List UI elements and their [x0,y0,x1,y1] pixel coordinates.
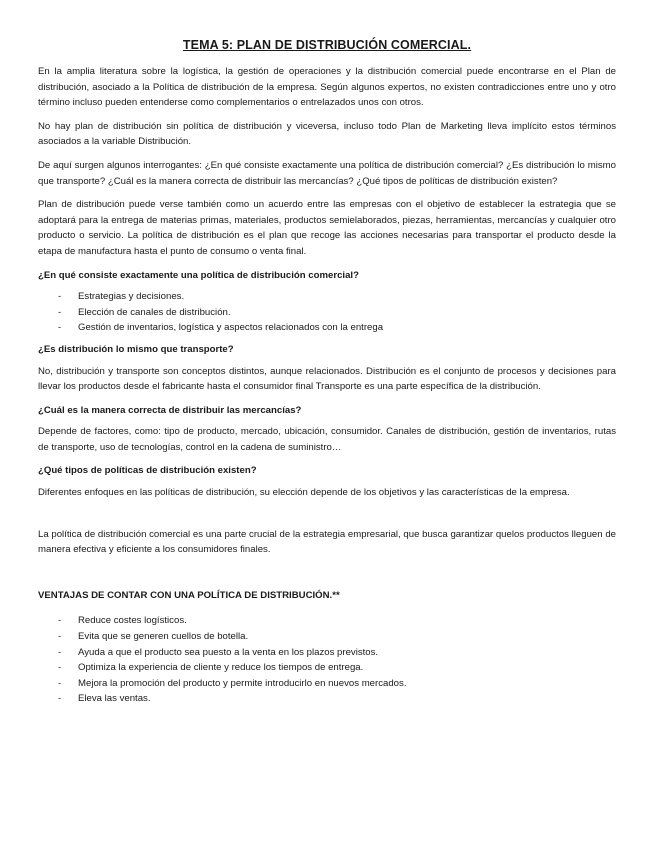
document-page [38,38,616,713]
list-item: - Mejora la promoción del producto y permite introducirlo en nuevos mercados. [58,677,407,689]
advantages-list [38,613,616,707]
question-2-answer: No, distribución y transporte son conceptos distintos, aunque relacionados. Distribución es el conjunto de procesos y decisiones para llevar los productos desde el fabricante hasta el consumidor final Transporte es una parte específica de la distribución. [38,365,616,393]
list-item: - Evita que se generen cuellos de botella. [58,631,249,643]
list-item: - Ayuda a que el producto sea puesto a la venta en los plazos previstos. [58,646,379,658]
question-3-answer: Depende de factores, como: tipo de producto, mercado, ubicación, consumidor. Canales de distribución, gestión de inventarios, rutas de transporte, uso de tecnologías, control en la cadena de suministro… [38,426,616,453]
list-item: - Eleva las ventas. [58,693,151,705]
question-2-heading: ¿Es distribución lo mismo que transporte? [38,343,234,355]
intro-paragraph-1: En la amplia literatura sobre la logística, la gestión de operaciones y la distribución comercial puede encontrarse en el Plan de distribución, asociado a la Política de distribución de la empresa. Según algunos expertos, no existen contradicciones entre uno y otro término incluso pueden entenderse como complementarios o entrelazados unos con otros. [38,66,616,109]
intro-paragraph-3: De aquí surgen algunos interrogantes: ¿En qué consiste exactamente una política de distribución comercial? ¿Es distribución lo mismo que transporte? ¿Cuál es la manera correcta de distribuir las mercancías? ¿Qué tipos de políticas de distribución existen? [38,159,616,187]
conclusion-paragraph: La política de distribución comercial es una parte crucial de la estrategia empresarial, que busca garantizar quelos productos lleguen de manera efectiva y eficiente a los consumidores finales. [38,528,616,556]
question-1-heading: ¿En qué consiste exactamente una política de distribución comercial? [38,269,359,281]
question-1-list [38,289,616,336]
list-item: - Optimiza la experiencia de cliente y reduce los tiempos de entrega. [58,662,364,674]
question-3-heading: ¿Cuál es la manera correcta de distribuir las mercancías? [38,404,302,416]
list-item: - Elección de canales de distribución. [58,306,231,318]
page-title: TEMA 5: PLAN DE DISTRIBUCIÓN COMERCIAL. [182,38,472,52]
intro-paragraph-4: Plan de distribución puede verse también como un acuerdo entre las empresas con el objetivo de establecer la estrategia que se adoptará para la entrega de materias primas, materiales, productos semielaborados, piezas, herramientas, mercancías y cualquier otro producto o servicio. La política de distribución es el plan que recoge las acciones necesarias para transportar el producto desde la etapa de manufactura hasta el punto de consumo o venta final. [38,199,616,257]
intro-paragraph-2: No hay plan de distribución sin política de distribución y viceversa, incluso todo Plan de Marketing lleva implícito estos términos asociados a la variable Distribución. [38,120,616,148]
question-4-heading: ¿Qué tipos de políticas de distribución existen? [38,465,257,477]
question-4-answer: Diferentes enfoques en las políticas de distribución, su elección depende de los objetivos y las características de la empresa. [38,487,570,499]
list-item: - Estrategias y decisiones. [58,291,185,303]
advantages-heading: VENTAJAS DE CONTAR CON UNA POLÍTICA DE DISTRIBUCIÓN.** [38,589,340,601]
list-item: - Reduce costes logísticos. [58,615,187,627]
list-item: - Gestión de inventarios, logística y aspectos relacionados con la entrega [58,322,384,334]
